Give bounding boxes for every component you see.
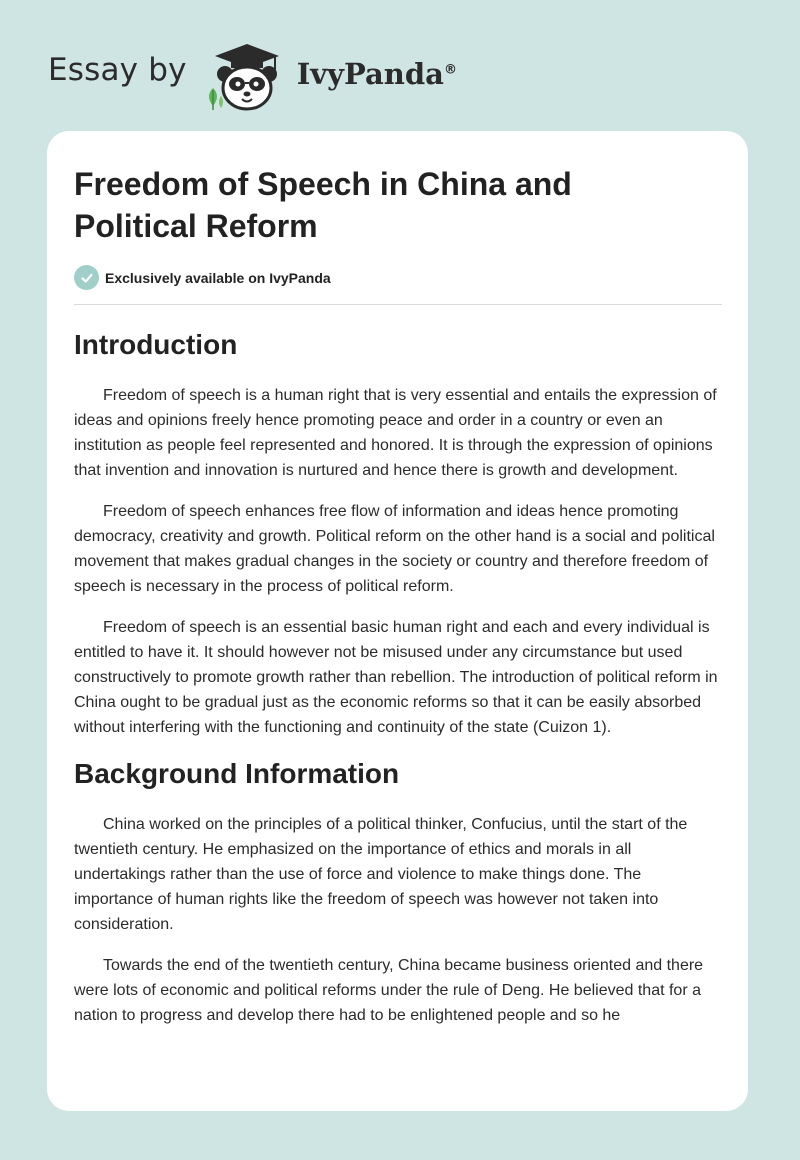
brand-prefix: Essay by (48, 52, 187, 88)
paragraph: Freedom of speech is a human right that is very essential and entails the expression of ideas and opinions freely hence promoting peace and order in a country or even an institution as people feel represented and honored. It is through the expression of opinions that invention and innovation is nurtured and hence there is growth and development. (74, 387, 717, 479)
page-title: Freedom of Speech in China and Political Reform (74, 166, 572, 244)
brand-name: IvyPanda® (296, 57, 457, 91)
paragraph: Freedom of speech enhances free flow of information and ideas hence promoting democracy, creativity and growth. Political reform on the other hand is a social and political movement that makes gradual changes in the society or country and therefore freedom of speech is necessary in the process of political reform. (74, 503, 715, 595)
paragraph: Freedom of speech is an essential basic human right and each and every individual is entitled to have it. It should however not be misused under any circumstance but used constructively to promote growth rather than rebellion. The introduction of political reform in China ought to be gradual just as the economic reforms so that it can be easily absorbed without interfering with the functioning and continuity of the state (Cuizon 1). (74, 619, 718, 736)
section-heading-background: Background Information (74, 758, 400, 789)
check-circle-icon (74, 265, 99, 290)
registered-mark: ® (443, 62, 457, 78)
badge-label: Exclusively available on IvyPanda (105, 269, 331, 286)
exclusive-badge (74, 265, 722, 305)
essay-card (47, 131, 748, 1111)
brand-logo[interactable] (48, 36, 457, 116)
panda-mascot-icon (201, 38, 293, 114)
section-heading-introduction: Introduction (74, 329, 238, 360)
paragraph: China worked on the principles of a political thinker, Confucius, until the start of the twentieth century. He emphasized on the importance of ethics and morals in all undertakings rather than the use of force and violence to make things done. The importance of human rights like the freedom of speech was however not taken into consideration. (74, 816, 688, 933)
paragraph: Towards the end of the twentieth century, China became business oriented and there were lots of economic and political reforms under the rule of Deng. He believed that for a nation to progress and develop there had to be enlightened people and so he (74, 957, 704, 1024)
